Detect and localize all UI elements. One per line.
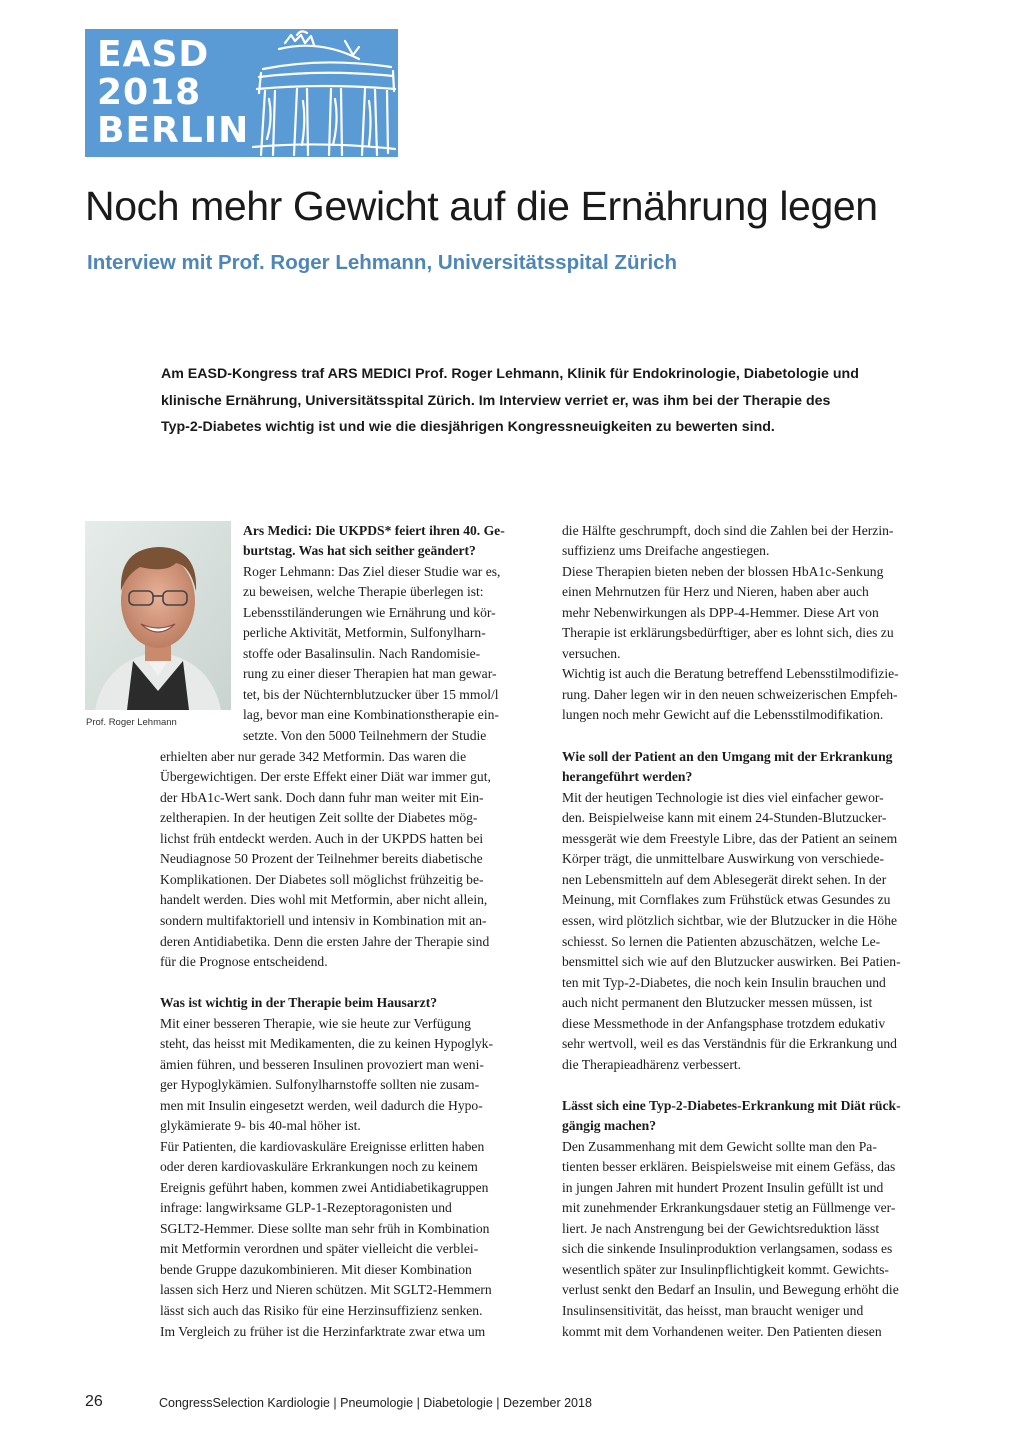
body-line: den. Beispielweise kann mit einem 24-Stunden-Blutzucker- (562, 810, 887, 825)
body-line: auch nicht permanent den Blutzucker messen müssen, ist (562, 995, 873, 1010)
body-line: deren Antidiabetika. Denn die ersten Jahre der Therapie sind (160, 934, 490, 949)
body-line: rung zu einer dieser Therapien hat man gewar- (243, 666, 497, 681)
body-line: in jungen Jahren mit hundert Prozent Insulin gefüllt ist und (562, 1180, 884, 1195)
easd-logo (85, 29, 398, 157)
body-line: Mit einer besseren Therapie, wie sie heute zur Verfügung (160, 1016, 471, 1031)
body-line: ämien führen, und besseren Insulinen provoziert man weni- (160, 1057, 484, 1072)
body-line: Wichtig ist auch die Beratung betreffend Lebensstilmodifizie- (562, 666, 899, 681)
body-line: perliche Aktivität, Metformin, Sulfonylharn- (243, 625, 486, 640)
body-line: steht, das heisst mit Medikamenten, die zu keinen Hypoglyk- (160, 1036, 493, 1051)
body-line: handelt werden. Dies wohl mit Metformin, aber nicht allein, (160, 892, 488, 907)
lead-line: klinische Ernährung, Universitätsspital Zürich. Im Interview verriet er, was ihm bei der Therapie des (161, 392, 831, 409)
brandenburg-gate-icon (245, 29, 398, 157)
body-line: erhielten aber nur gerade 342 Metformin. Das waren die (160, 749, 467, 764)
body-line: Körper trägt, die unmittelbare Auswirkung von verschiede- (562, 851, 885, 866)
question-text: herangeführt werden? (562, 769, 693, 784)
lead-paragraph (161, 361, 939, 441)
body-line: Neudiagnose 50 Prozent der Teilnehmer bereits diabetische (160, 851, 483, 866)
body-line: bensmittel sich wie auf den Blutzucker auswirken. Bei Patien- (562, 954, 901, 969)
body-line: lungen noch mehr Gewicht auf die Lebensstilmodifikation. (562, 707, 884, 722)
logo-text (97, 36, 249, 150)
body-line: essen, wird plötzlich sichtbar, wie der Blutzucker in die Höhe (562, 913, 898, 928)
body-line: infrage: langwirksame GLP-1-Rezeptoragonisten und (160, 1200, 452, 1215)
body-line: tienten besser erklären. Beispielsweise mit einem Gefäss, das (562, 1159, 896, 1174)
logo-line-city: BERLIN (97, 110, 250, 151)
lead-line: Typ-2-Diabetes wichtig ist und wie die diesjährigen Kongressneuigkeiten zu bewerten sind. (161, 419, 775, 435)
body-line: suffizienz ums Dreifache angestiegen. (562, 543, 770, 558)
portrait-photo (85, 521, 231, 710)
body-line: setzte. Von den 5000 Teilnehmern der Studie (243, 728, 487, 743)
body-line: tet, bis der Nüchternblutzucker über 15 mmol/l (243, 687, 499, 702)
body-line: ten mit Typ-2-Diabetes, die noch kein Insulin brauchen und (562, 975, 886, 990)
body-line: mit Metformin verordnen und später vielleicht die verblei- (160, 1241, 479, 1256)
logo-line-year: 2018 (97, 72, 202, 113)
body-line: verlust senkt den Bedarf an Insulin, und Bewegung erhöht die (562, 1282, 899, 1297)
question-text: gängig machen? (562, 1118, 657, 1133)
body-line: Insulinsensitivität, das heisst, man braucht weniger und (562, 1303, 864, 1318)
body-line: zu beweisen, welche Therapie überlegen ist: (243, 584, 484, 599)
body-line: Mit der heutigen Technologie ist dies viel einfacher gewor- (562, 790, 884, 805)
body-line: sehr wertvoll, weil es das Verständnis für die Erkrankung und (562, 1036, 897, 1051)
photo-caption: Prof. Roger Lehmann (86, 717, 177, 728)
body-line: SGLT2-Hemmer. Diese sollte man sehr früh in Kombination (160, 1221, 490, 1236)
body-line: Lebensstiländerungen wie Ernährung und kör- (243, 605, 496, 620)
body-line: Im Vergleich zu früher ist die Herzinfarktrate zwar etwa um (160, 1324, 486, 1339)
logo-line-easd: EASD (97, 34, 210, 75)
page-number: 26 (85, 1393, 103, 1410)
body-line: nen Lebensmitteln auf dem Ablesegerät direkt sehen. In der (562, 872, 887, 887)
body-line: Ereignis geführt haben, kommen zwei Antidiabetikagruppen (160, 1180, 489, 1195)
body-line: bende Gruppe dazukombinieren. Mit dieser Kombination (160, 1262, 472, 1277)
body-line: glykämierate 9- bis 40-mal höher ist. (160, 1118, 361, 1133)
question-text: Wie soll der Patient an den Umgang mit der Erkrankung (562, 749, 893, 764)
body-line: der HbA1c-Wert sank. Doch dann fuhr man weiter mit Ein- (160, 790, 484, 805)
body-line: wesentlich später zur Insulinpflichtigkeit kommt. Gewichts- (562, 1262, 889, 1277)
body-line: Diese Therapien bieten neben der blossen HbA1c-Senkung (562, 564, 884, 579)
question-text: Was ist wichtig in der Therapie beim Hausarzt? (160, 995, 438, 1010)
question-text: Ars Medici: Die UKPDS* feiert ihren 40. Ge- (243, 523, 505, 538)
body-line: Therapie ist erklärungsbedürftiger, aber es lohnt sich, dies zu (562, 625, 894, 640)
body-line: diese Messmethode in der Anfangsphase trotzdem edukativ (562, 1016, 886, 1031)
body-line: Komplikationen. Der Diabetes soll möglichst frühzeitig be- (160, 872, 484, 887)
body-line: mehr Nebenwirkungen als DPP-4-Hemmer. Diese Art von (562, 605, 879, 620)
question-text: burtstag. Was hat sich seither geändert? (243, 543, 476, 558)
body-line: lag, bevor man eine Kombinationstherapie ein- (243, 707, 499, 722)
body-line: Roger Lehmann: Das Ziel dieser Studie war es, (243, 564, 501, 579)
article-title: Noch mehr Gewicht auf die Ernährung legen (85, 183, 878, 229)
article-subtitle: Interview mit Prof. Roger Lehmann, Universitätsspital Zürich (87, 251, 678, 274)
body-line: rung. Daher legen wir in den neuen schweizerischen Empfeh- (562, 687, 898, 702)
body-line: einen Mehrnutzen für Herz und Nieren, haben aber auch (562, 584, 869, 599)
body-line: die Therapieadhärenz verbessert. (562, 1057, 742, 1072)
lead-line: Am EASD-Kongress traf ARS MEDICI Prof. Roger Lehmann, Klinik für Endokrinologie, Diabetologie und (161, 366, 859, 382)
body-line: stoffe oder Basalinsulin. Nach Randomisie- (243, 646, 481, 661)
body-line: ger Hypoglykämien. Sulfonylharnstoffe sollten nie zusam- (160, 1077, 480, 1092)
body-line: Den Zusammenhang mit dem Gewicht sollte man den Pa- (562, 1139, 877, 1154)
body-line: zeltherapien. In der heutigen Zeit sollte der Diabetes mög- (160, 810, 478, 825)
body-line: lassen sich Herz und Nieren schützen. Mit SGLT2-Hemmern (160, 1282, 492, 1297)
body-line: men mit Insulin eingesetzt werden, weil dadurch die Hypo- (160, 1098, 483, 1113)
body-line: messgerät wie dem Freestyle Libre, das der Patient an seinem (562, 831, 898, 846)
footer-publication: CongressSelection Kardiologie | Pneumologie | Diabetologie | Dezember 2018 (159, 1396, 592, 1410)
body-line: Für Patienten, die kardiovaskuläre Ereignisse erlitten haben (160, 1139, 485, 1154)
body-line: lichst früh entdeckt werden. Auch in der UKPDS hatten bei (160, 831, 484, 846)
body-line: für die Prognose entscheidend. (160, 954, 328, 969)
body-line: sondern multifaktoriell und intensiv in Kombination mit an- (160, 913, 487, 928)
body-line: versuchen. (562, 646, 621, 661)
body-line: sich die sinkende Insulinproduktion verlangsamen, sodass es (562, 1241, 893, 1256)
body-line: liert. Je nach Anstrengung bei der Gewichtsreduktion lässt (562, 1221, 880, 1236)
body-line: die Hälfte geschrumpft, doch sind die Zahlen bei der Herzin- (562, 523, 894, 538)
body-line: Meinung, mit Cornflakes zum Frühstück etwas Gesundes zu (562, 892, 891, 907)
body-line: kommt mit dem Vorhandenen weiter. Den Patienten diesen (562, 1324, 882, 1339)
question-text: Lässt sich eine Typ-2-Diabetes-Erkrankung mit Diät rück- (562, 1098, 901, 1113)
body-line: schiesst. So lernen die Patienten abzuschätzen, welche Le- (562, 934, 881, 949)
body-line: mit zunehmender Erkrankungsdauer stetig an Füllmenge ver- (562, 1200, 896, 1215)
body-line: oder deren kardiovaskuläre Erkrankungen noch zu keinem (160, 1159, 478, 1174)
body-line: lässt sich auch das Risiko für eine Herzinsuffizienz senken. (160, 1303, 483, 1318)
body-line: Übergewichtigen. Der erste Effekt einer Diät war immer gut, (160, 769, 491, 784)
